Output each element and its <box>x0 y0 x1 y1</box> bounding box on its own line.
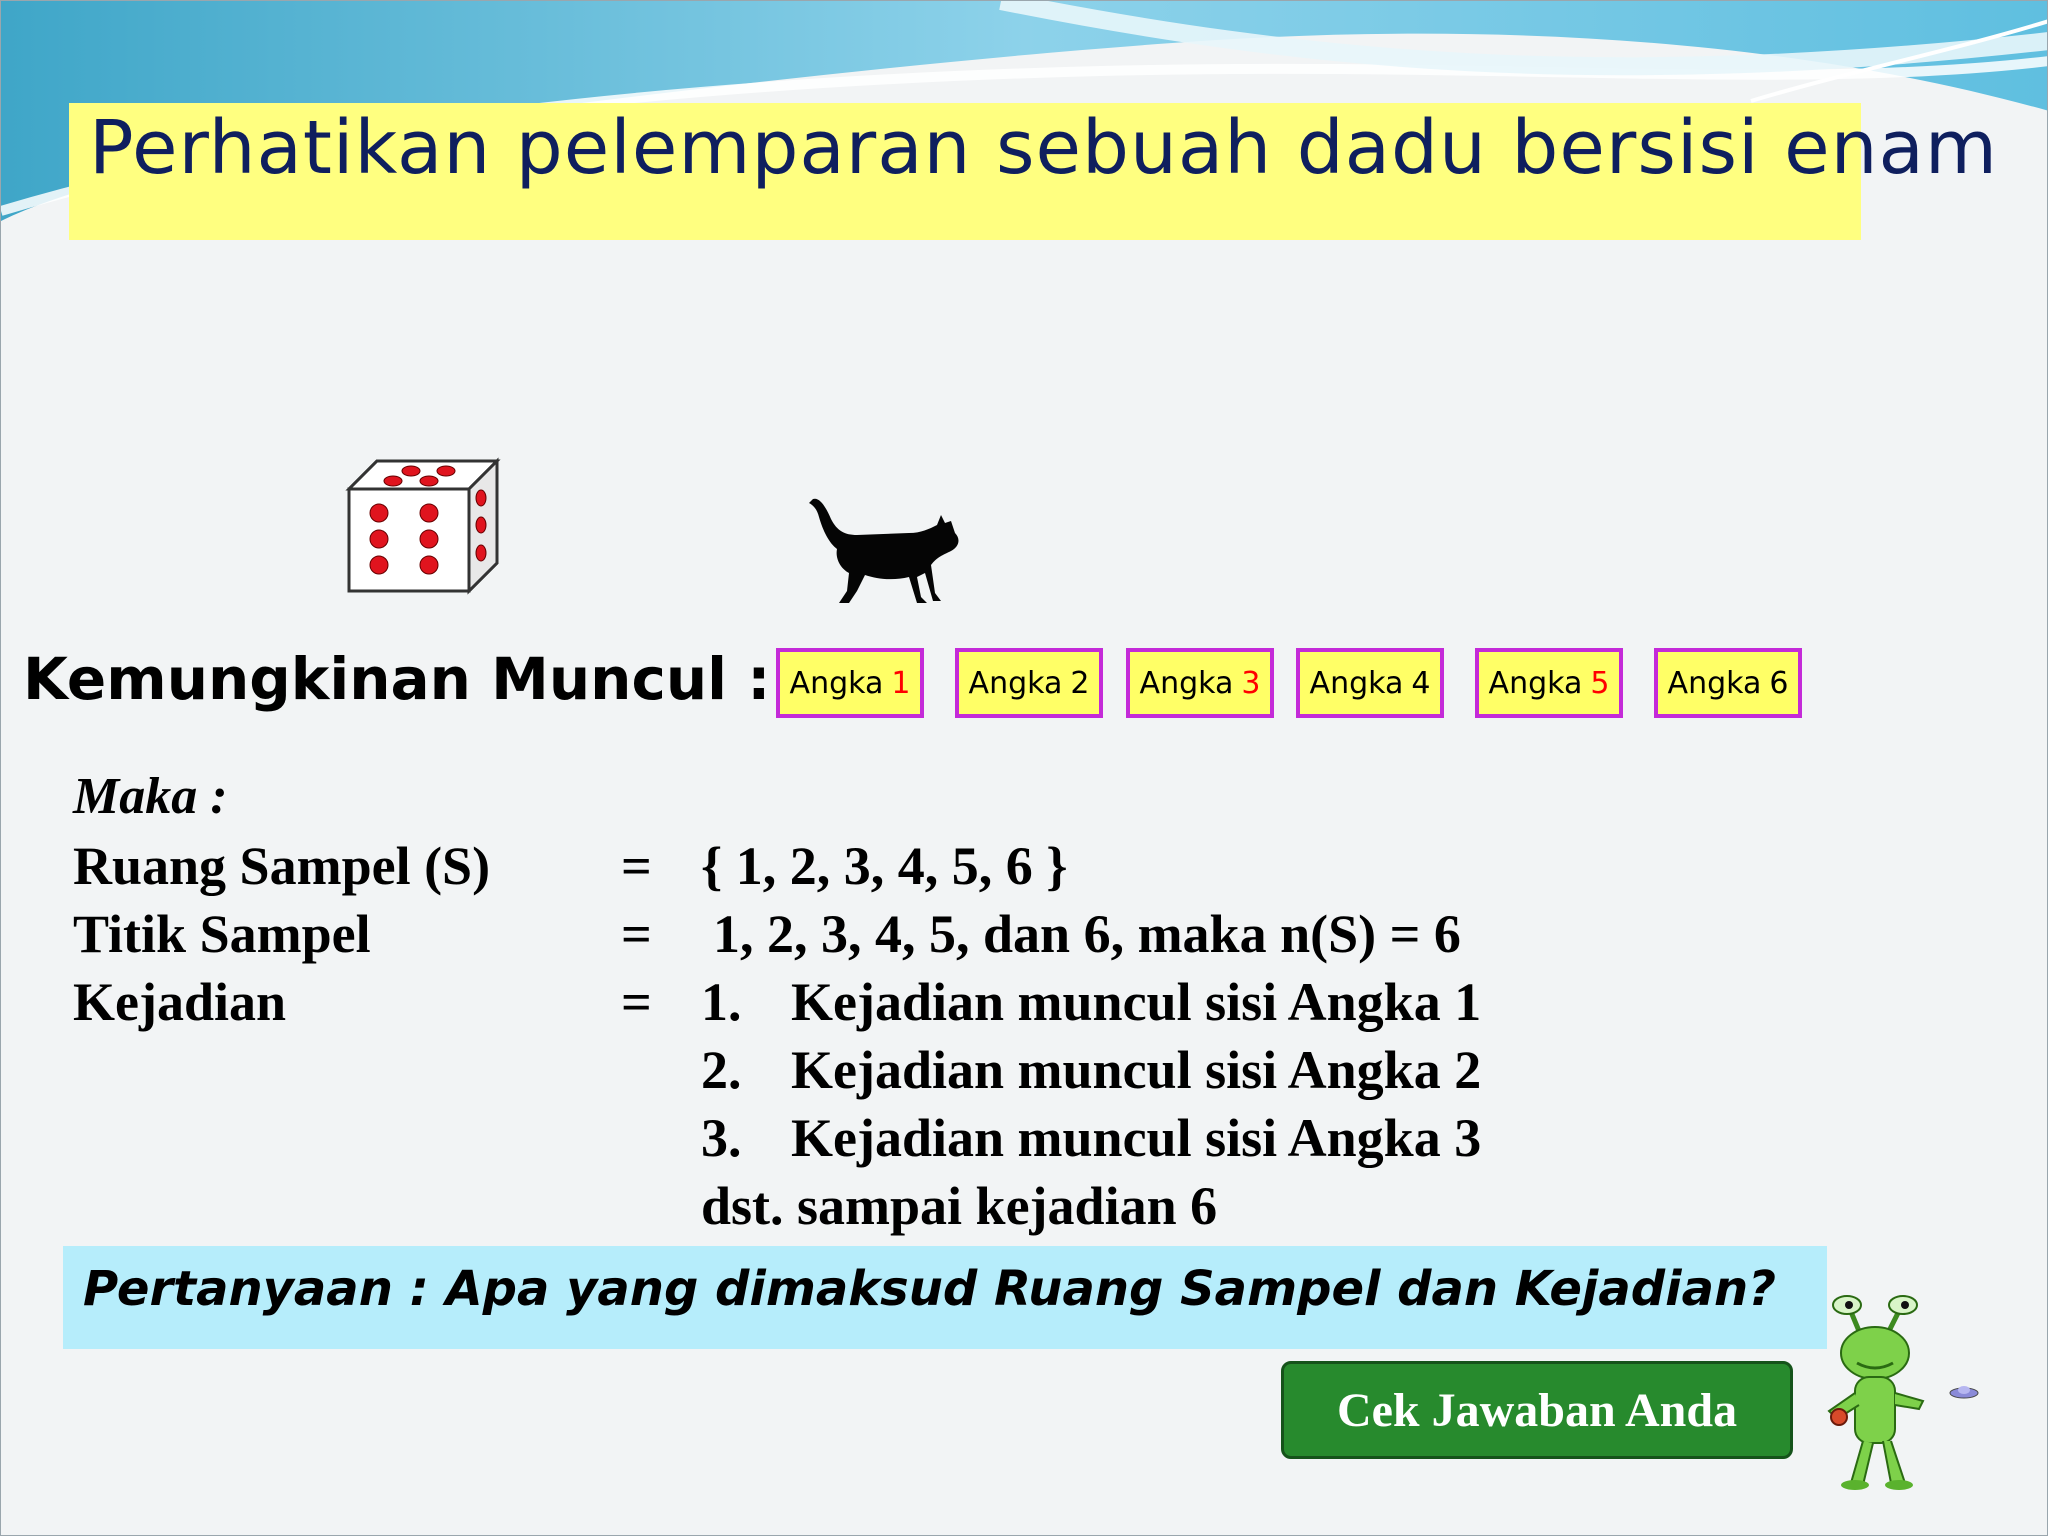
kejadian-equals: = <box>621 972 652 1032</box>
ruang-sampel-equals: = <box>621 836 652 896</box>
kejadian-item-2-num: 2. <box>701 1040 742 1100</box>
dst-text: dst. sampai kejadian 6 <box>701 1176 1218 1236</box>
titik-sampel-value: 1, 2, 3, 4, 5, dan 6, maka n(S) = 6 <box>713 904 1461 964</box>
kejadian-label: Kejadian <box>73 972 287 1032</box>
angka-box-4 <box>1296 648 1444 718</box>
kejadian-item-1-num: 1. <box>701 972 742 1032</box>
angka-word: Angka <box>1488 665 1583 701</box>
angka-box-5 <box>1475 648 1623 718</box>
angka-word: Angka <box>1139 665 1234 701</box>
angka-number: 4 <box>1411 665 1431 701</box>
cat-silhouette <box>809 493 969 608</box>
question-text: Pertanyaan : Apa yang dimaksud Ruang Sampel dan Kejadian? <box>83 1261 1776 1317</box>
cek-jawaban-button[interactable]: Cek Jawaban Anda <box>1281 1361 1793 1459</box>
angka-number: 6 <box>1769 665 1789 701</box>
angka-box-6 <box>1654 648 1802 718</box>
angka-number: 2 <box>1070 665 1090 701</box>
angka-box-1 <box>776 648 924 718</box>
angka-word: Angka <box>1309 665 1404 701</box>
angka-box-3 <box>1126 648 1274 718</box>
angka-word: Angka <box>968 665 1063 701</box>
kejadian-item-1-text: Kejadian muncul sisi Angka 1 <box>791 972 1482 1032</box>
kejadian-item-2-text: Kejadian muncul sisi Angka 2 <box>791 1040 1482 1100</box>
angka-word: Angka <box>789 665 884 701</box>
alien-mascot <box>1819 1293 1979 1493</box>
ruang-sampel-value: { 1, 2, 3, 4, 5, 6 } <box>701 836 1068 896</box>
maka-label: Maka : <box>73 768 228 825</box>
ruang-sampel-label: Ruang Sampel (S) <box>73 836 491 896</box>
angka-number: 1 <box>891 665 911 701</box>
slide-title: Perhatikan pelemparan sebuah dadu bersisi enam <box>89 105 1998 191</box>
kejadian-item-3-text: Kejadian muncul sisi Angka 3 <box>791 1108 1482 1168</box>
kemungkinan-label: Kemungkinan Muncul : <box>23 645 771 713</box>
angka-word: Angka <box>1667 665 1762 701</box>
kejadian-item-3-num: 3. <box>701 1108 742 1168</box>
angka-box-2 <box>955 648 1103 718</box>
angka-number: 5 <box>1590 665 1610 701</box>
dice-icon <box>341 453 511 603</box>
angka-number: 3 <box>1241 665 1261 701</box>
titik-sampel-label: Titik Sampel <box>73 904 371 964</box>
titik-sampel-equals: = <box>621 904 652 964</box>
